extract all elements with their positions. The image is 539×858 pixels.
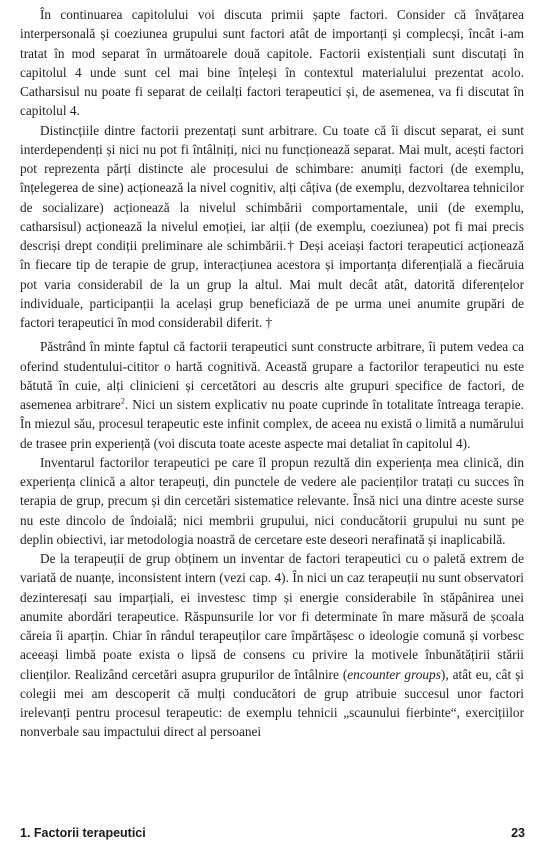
- paragraph-5-emphasis: encounter groups: [347, 666, 441, 682]
- page-number: 23: [511, 826, 525, 840]
- paragraph-4: Inventarul factorilor terapeutici pe care îl propun rezultă din experiența mea clinică, din experiența clinică a altor terapeuți, din punctele de vedere ale pacienților tratați cu succes în terapia de grup, precum și din cercetări sistematice relevante. Însă nici una dintre aceste surse nu este dincolo de îndoială; nici membrii grupului, nici conducătorii grupului nu sunt pe deplin obiectivi, iar metodologia noastră de cercetare este deseori nerafinată și inaplicabilă.: [20, 454, 524, 547]
- paragraph-5-text-a: De la terapeuții de grup obținem un inventar de factori terapeutici cu o paletă extrem de variată de nuanțe, inconsistent intern (vezi cap. 4). În nici un caz terapeuții nu sunt observatori dezinteresați sau imparțiali, ei investesc timp și energie considerabile în stăpânirea unei anumite abordări terapeutice. Răspunsurile lor vor fi determinate în mare măsură de școala căreia îi aparțin. Chiar în rândul terapeuților care împărtășesc o ideologie comună și vorbesc aceeași limbă poate exista o lipsă de consens cu privire la motivele înbunătățirii stării clienților. Realizând cercetări asupra grupurilor de întâlnire (: [20, 551, 524, 682]
- running-footer-chapter: 1. Factorii terapeutici: [20, 826, 146, 840]
- footnote-marker: 2: [120, 396, 125, 406]
- paragraph-5: [20, 549, 524, 742]
- paragraph-5-text-b: ), atât eu, cât și colegii mei am descoperit că mulți conducători de grup atribuie succesul unor factori irelevanți pentru procesul terapeutic: de exemplu tehnicii „scaunului fierbinte“, exercițiilor nonverbale sau impactului direct al persoanei: [20, 666, 524, 740]
- page-body: [20, 5, 524, 742]
- page-footer: [20, 826, 525, 840]
- paragraph-3: [20, 337, 524, 453]
- paragraph-2: Distincțiile dintre factorii prezentați sunt arbitrare. Cu toate că îi discut separat, ei sunt interdependenți și nici nu pot fi întâlniți, nici nu funcționează separat. Mai mult, acești factori pot reprezenta părți distincte ale procesului de schimbare: anumiți factori (de exemplu, înțelegerea de sine) acționează la nivel cognitiv, alți câțiva (de exemplu, dezvoltarea tehnicilor de socializare) acționează la nivelul schimbării comportamentale, unii (de exemplu, catharsisul) acționează la nivelul emoției, iar alții (de exemplu, coeziunea) pot fi mai precis descriși drept condiții preliminare ale schimbării.† Deși aceiași factori terapeutici acționează în fiecare tip de terapie de grup, interacțiunea acestora și importanța diferențială a fiecăruia pot varia considerabil de la un grup la altul. Mai mult decât atât, datorită diferențelor individuale, participanții la același grup beneficiază de pe urma unei anumite grupări de factori terapeutici în mod considerabil diferit. †: [20, 122, 524, 330]
- paragraph-3-text-b: . Nici un sistem explicativ nu poate cuprinde în totalitate întreaga terapie. În miezul său, procesul terapeutic este infinit complex, de aceea nu există o limită a numărului de trasee prin experiență (voi discuta toate aceste aspecte mai detaliat în capitolul 4).: [20, 397, 525, 451]
- paragraph-3-text-a: Păstrând în minte faptul că factorii terapeutici sunt constructe arbitrare, îi putem vedea ca oferind studentului-cititor o hartă cognitivă. Această grupare a factorilor terapeutici nu este bătută în cuie, alți clinicieni și cercetători au descris alte grupuri specifice de factori, de asemenea arbitrare: [20, 339, 524, 412]
- paragraph-1: În continuarea capitolului voi discuta primii șapte factori. Consider că învățarea interpersonală și coeziunea grupului sunt factori atât de importanți și complecși, încât i-am tratat în mod separat în următoarele două capitole. Factorii existențiali sunt discutați în capitolul 4 unde sunt cel mai bine înțeleși în contextul materialului prezentat acolo. Catharsisul nu poate fi separat de ceilalți factori terapeutici și, de asemenea, va fi discutat în capitolul 4.: [20, 7, 524, 119]
